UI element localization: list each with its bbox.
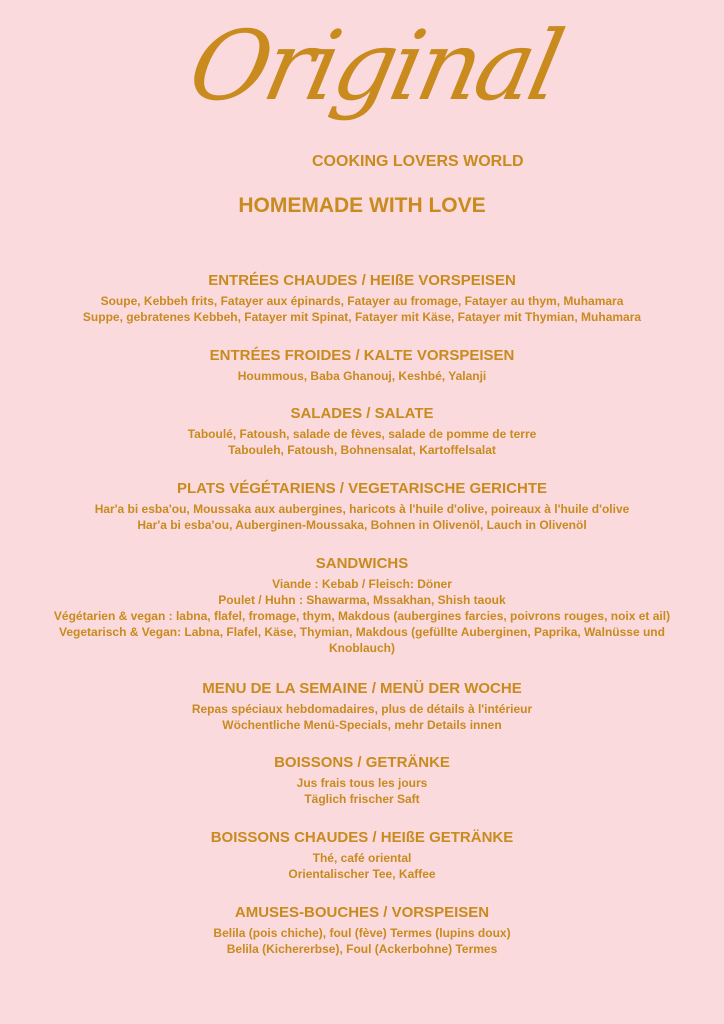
section-title: BOISSONS CHAUDES / HEIßE GETRÄNKE bbox=[210, 829, 514, 846]
item-line: Vegetarisch & Vegan: Labna, Flafel, Käse, Thymian, Makdous (gefüllte Auberginen, Paprika, Walnüsse und bbox=[59, 625, 665, 639]
section-entrees-froides bbox=[0, 347, 724, 384]
tagline: HOMEMADE WITH LOVE bbox=[238, 194, 486, 217]
item-line: Hoummous, Baba Ghanouj, Keshbé, Yalanji bbox=[237, 369, 487, 383]
section-boissons bbox=[0, 754, 724, 807]
logo-script: Original bbox=[180, 10, 570, 122]
section-title: MENU DE LA SEMAINE / MENÜ DER WOCHE bbox=[202, 680, 522, 697]
section-menu-semaine bbox=[0, 680, 724, 733]
section-entrees-chaudes bbox=[0, 272, 724, 325]
item-line: Taboulé, Fatoush, salade de fèves, salade de pomme de terre bbox=[187, 427, 537, 441]
item-line: Soupe, Kebbeh frits, Fatayer aux épinards, Fatayer au fromage, Fatayer au thym, Muhamara bbox=[100, 294, 624, 308]
section-amuses-bouches bbox=[0, 904, 724, 957]
section-title: AMUSES-BOUCHES / VORSPEISEN bbox=[234, 904, 490, 921]
section-title: PLATS VÉGÉTARIENS / VEGETARISCHE GERICHTE bbox=[176, 480, 548, 497]
item-line: Suppe, gebratenes Kebbeh, Fatayer mit Spinat, Fatayer mit Käse, Fatayer mit Thymian, Muhamara bbox=[82, 310, 642, 324]
item-line: Wöchentliche Menü-Specials, mehr Details innen bbox=[222, 718, 502, 732]
item-line: Thé, café oriental bbox=[312, 851, 412, 865]
section-title: SALADES / SALATE bbox=[290, 405, 434, 422]
item-line: Täglich frischer Saft bbox=[304, 792, 420, 806]
item-line: Belila (pois chiche), foul (fève) Termes (lupins doux) bbox=[213, 926, 511, 940]
item-line: Tabouleh, Fatoush, Bohnensalat, Kartoffelsalat bbox=[228, 443, 496, 457]
item-line: Viande : Kebab / Fleisch: Döner bbox=[272, 577, 452, 591]
item-line: Har'a bi esba'ou, Auberginen-Moussaka, Bohnen in Olivenöl, Lauch in Olivenöl bbox=[137, 518, 587, 532]
item-line: Har'a bi esba'ou, Moussaka aux aubergines, haricots à l'huile d'olive, poireaux à l'huile d'olive bbox=[94, 502, 630, 516]
section-sandwichs bbox=[0, 555, 724, 656]
item-line: Orientalischer Tee, Kaffee bbox=[288, 867, 436, 881]
section-title: SANDWICHS bbox=[315, 555, 409, 572]
section-plats-vegetariens bbox=[0, 480, 724, 533]
section-title: BOISSONS / GETRÄNKE bbox=[274, 754, 450, 771]
section-title: ENTRÉES CHAUDES / HEIßE VORSPEISEN bbox=[208, 272, 516, 289]
item-line: Belila (Kichererbse), Foul (Ackerbohne) Termes bbox=[226, 942, 498, 956]
section-boissons-chaudes bbox=[0, 829, 724, 882]
item-line: Végétarien & vegan : labna, flafel, fromage, thym, Makdous (aubergines farcies, poivrons rouges, noix et ail) bbox=[53, 609, 671, 623]
section-title: ENTRÉES FROIDES / KALTE VORSPEISEN bbox=[209, 347, 515, 364]
item-line: Jus frais tous les jours bbox=[296, 776, 428, 790]
item-line: Poulet / Huhn : Shawarma, Mssakhan, Shish taouk bbox=[218, 593, 506, 607]
item-line: Knoblauch) bbox=[329, 641, 395, 655]
item-line: Repas spéciaux hebdomadaires, plus de détails à l'intérieur bbox=[191, 702, 533, 716]
section-salades bbox=[0, 405, 724, 458]
subtitle: COOKING LOVERS WORLD bbox=[312, 153, 524, 170]
